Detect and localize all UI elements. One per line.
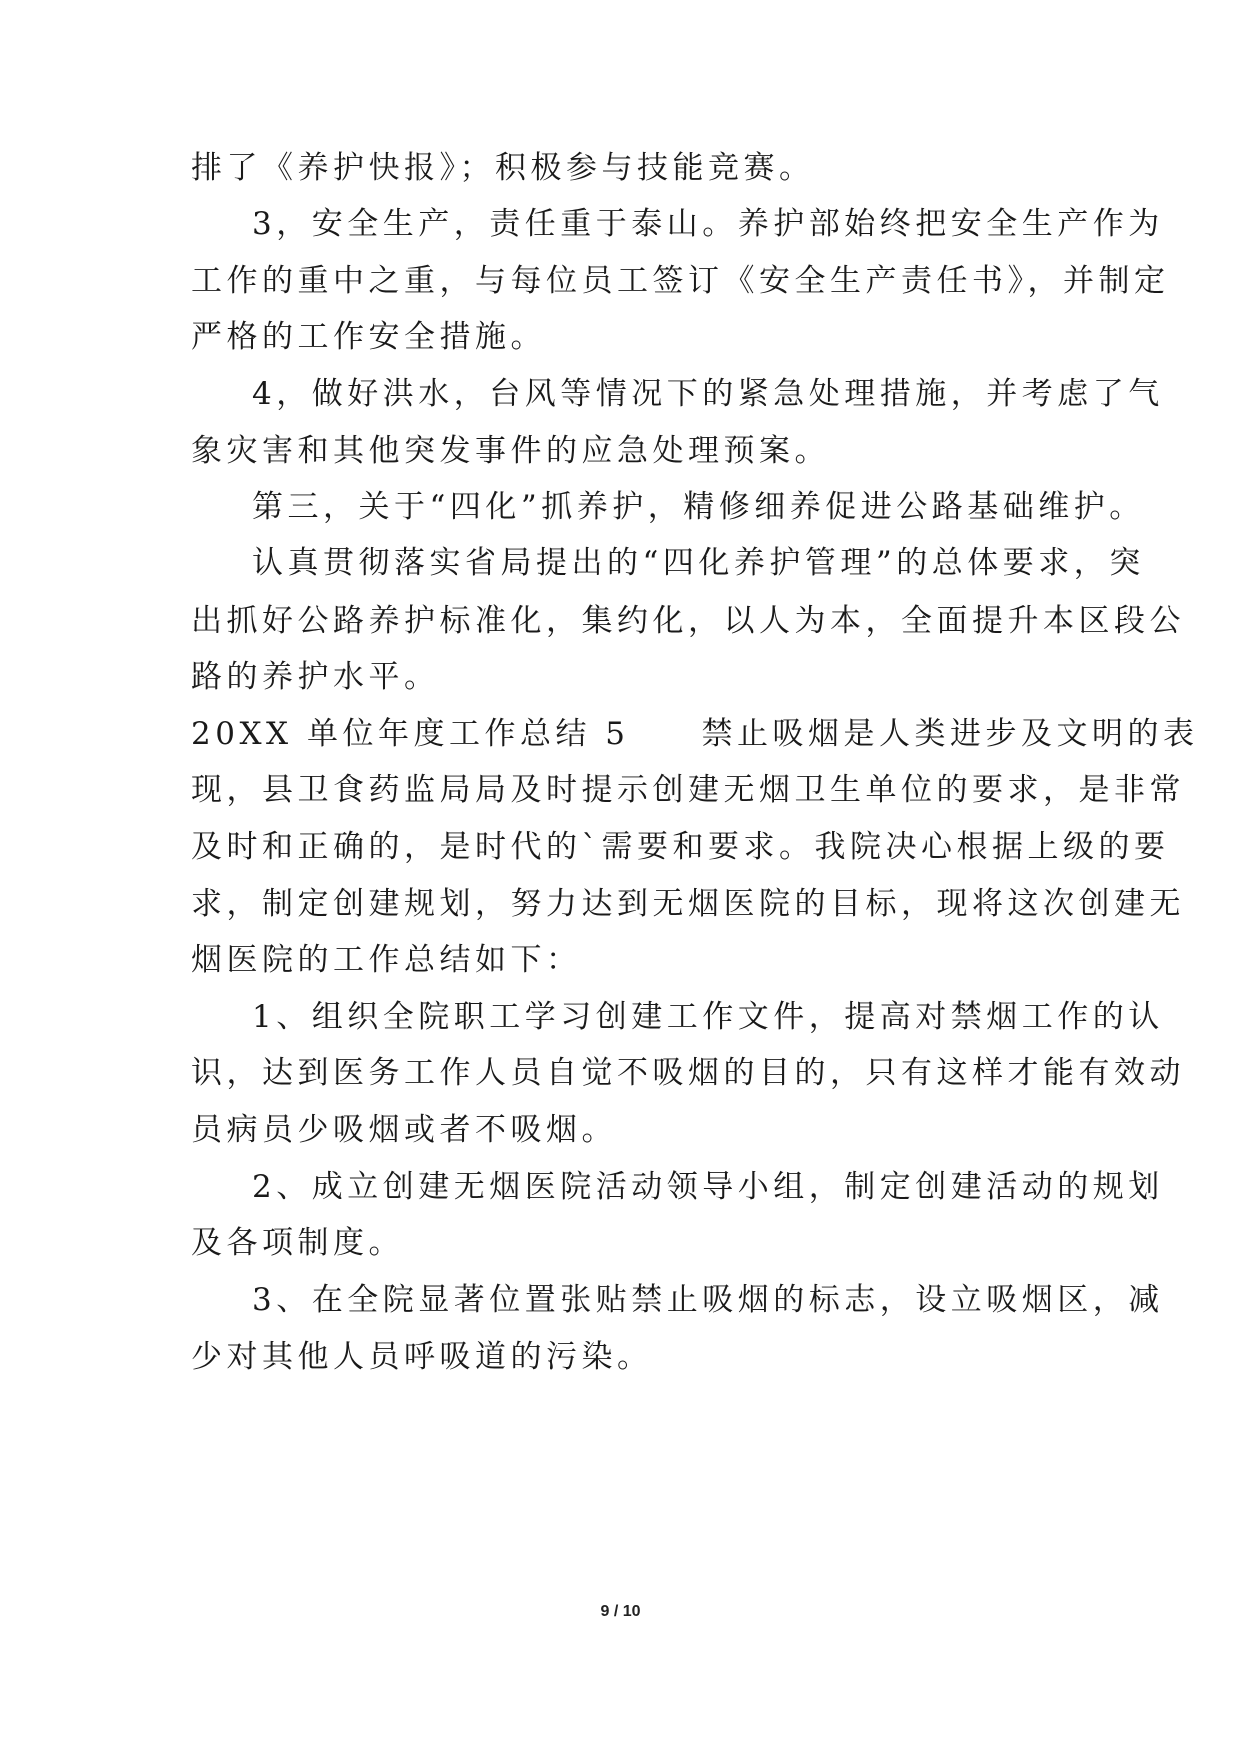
text-line: 出抓好公路养护标准化，集约化，以人为本，全面提升本区段公 xyxy=(191,603,1185,639)
text-line: 员病员少吸烟或者不吸烟。 xyxy=(191,1112,617,1148)
text-line: 严格的工作安全措施。 xyxy=(191,319,546,355)
text-line: 1、组织全院职工学习创建工作文件，提高对禁烟工作的认 xyxy=(252,999,1164,1035)
text-line: 象灾害和其他突发事件的应急处理预案。 xyxy=(191,433,830,469)
text-line: 认真贯彻落实省局提出的“四化养护管理”的总体要求，突 xyxy=(252,545,1145,581)
text-line: 3，安全生产，责任重于泰山。养护部始终把安全生产作为 xyxy=(252,206,1164,242)
text-line: 3、在全院显著位置张贴禁止吸烟的标志，设立吸烟区，减 xyxy=(252,1282,1164,1318)
text-line: 第三，关于“四化”抓养护，精修细养促进公路基础维护。 xyxy=(252,489,1145,525)
section-heading: 20XX 单位年度工作总结 5 xyxy=(191,716,630,752)
text-line: 工作的重中之重，与每位员工签订《安全生产责任书》，并制定 xyxy=(191,263,1170,299)
text-line: 及时和正确的，是时代的`需要和要求。我院决心根据上级的要 xyxy=(191,829,1170,865)
text-line: 路的养护水平。 xyxy=(191,659,440,695)
section-heading-line xyxy=(191,714,1199,754)
text-line: 及各项制度。 xyxy=(191,1225,404,1261)
text-line: 少对其他人员呼吸道的污染。 xyxy=(191,1339,653,1375)
page-number: 9 / 10 xyxy=(600,1603,641,1620)
text-line: 求，制定创建规划，努力达到无烟医院的目标，现将这次创建无 xyxy=(191,886,1185,922)
text-line: 2、成立创建无烟医院活动领导小组，制定创建活动的规划 xyxy=(252,1169,1164,1205)
text-line: 烟医院的工作总结如下： xyxy=(191,942,582,978)
text-line: 4，做好洪水，台风等情况下的紧急处理措施，并考虑了气 xyxy=(252,376,1164,412)
section-first-line: 禁止吸烟是人类进步及文明的表 xyxy=(701,716,1199,752)
text-line: 现，县卫食药监局局及时提示创建无烟卫生单位的要求，是非常 xyxy=(191,772,1185,808)
text-line: 识，达到医务工作人员自觉不吸烟的目的，只有这样才能有效动 xyxy=(191,1055,1185,1091)
text-line: 排了《养护快报》；积极参与技能竞赛。 xyxy=(191,150,815,186)
